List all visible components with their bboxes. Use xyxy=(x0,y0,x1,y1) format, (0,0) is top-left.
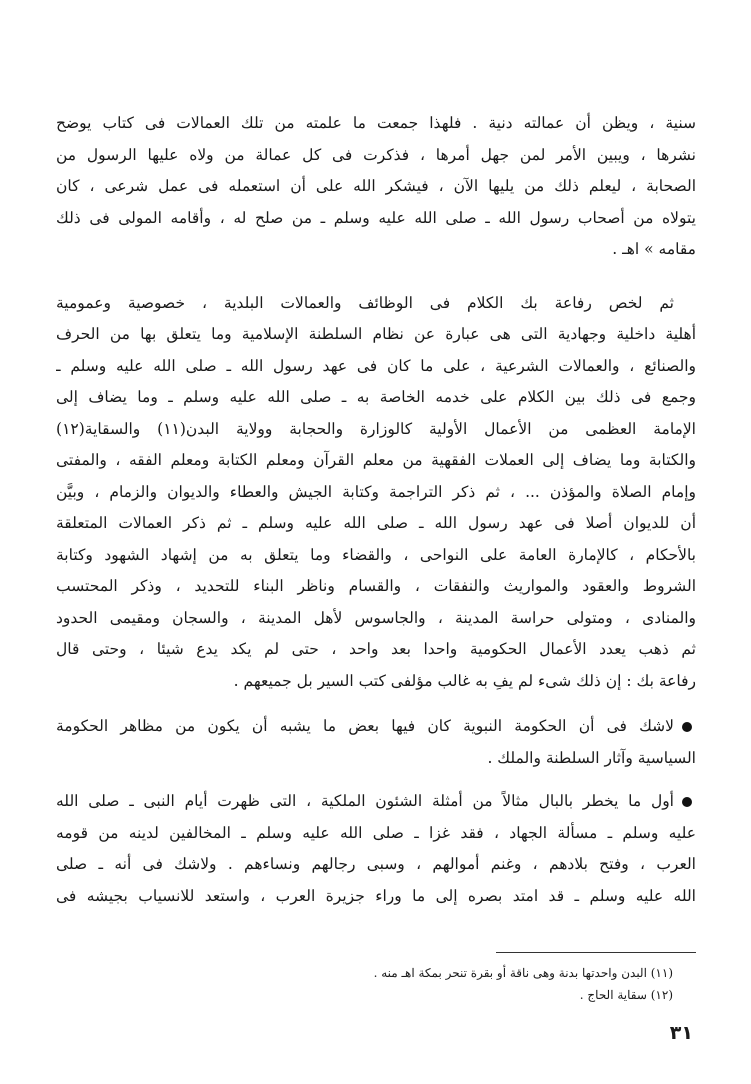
text-line: والكتابة وما يضاف إلى العملات الفقهية من معلم القرآن ومعلم الكتابة ومعلم الفقه ، والمفتى xyxy=(56,451,696,469)
text-line: نشرها ، ويبين الأمر لمن جهل أمرها ، فذكرت فى كل عمالة من ولاه عليها الرسول من xyxy=(56,145,696,164)
text-line: مقامه » اهـ . xyxy=(612,240,696,258)
bullet-paragraph-2 xyxy=(56,786,696,912)
text-line: والمنادى ، ومتولى حراسة المدينة ، والجاسوس لأهل المدينة ، والسجان ومقيمى الحدود xyxy=(56,608,696,627)
text-line: سنية ، ويظن أن عمالته دنية . فلهذا جمعت ما علمته من تلك العمالات فى كتاب يوضح xyxy=(56,114,696,132)
text-line: رفاعة بك : إن ذلك شىء لم يفِ به غالب مؤلفى كتب السير بل جميعهم . xyxy=(233,671,696,690)
text-line: العرب ، وفتح بلادهم ، وغنم أموالهم ، وسبى رجالهم ونساءهم . ولاشك فى أنه ـ صلى xyxy=(56,855,696,873)
text-line: وجمع فى ذلك بين الكلام على خدمه الخاصة به ـ صلى الله عليه وسلم ـ وما يضاف إلى xyxy=(56,388,696,406)
text-line: الصحابة ، ليعلم ذلك من يليها الآن ، فيشكر الله على أن استعمله فى عمل شرعى ، كان xyxy=(56,177,696,195)
text-line xyxy=(56,786,696,818)
text-line xyxy=(56,711,696,743)
text-line: الله عليه وسلم ـ قد امتد بصره إلى ما وراء جزيرة العرب ، واستعد للانسياب بجيشه فى xyxy=(56,886,696,905)
footnote-12: (١٢) سقاية الحاج . xyxy=(579,988,673,1002)
main-text xyxy=(56,108,696,924)
footnote-divider xyxy=(496,952,696,953)
bullet-text: أول ما يخطر بالبال مثالاً من أمثلة الشئون الملكية ، التى ظهرت أيام النبى ـ صلى الله xyxy=(56,792,674,810)
text-line: السياسية وآثار السلطنة والملك . xyxy=(487,748,696,767)
page-number: ٣١ xyxy=(669,1022,693,1044)
paragraph-quote-end xyxy=(56,108,696,266)
text-line: عليه وسلم ـ مسألة الجهاد ، فقد غزا ـ صلى الله عليه وسلم ـ المخالفين لدينه من قومه xyxy=(56,823,696,842)
bullet-icon xyxy=(682,797,692,807)
footnotes xyxy=(73,962,673,1006)
text-line: بالأحكام ، كالإمارة العامة على النواحى ، والقضاء وما يتعلق به من إشهاد الشهود وكتابة xyxy=(56,545,696,564)
text-line: يتولاه من أصحاب رسول الله ـ صلى الله عليه وسلم ـ من صلح له ، وأقامه المولى فى ذلك xyxy=(56,208,696,227)
text-line: وإمام الصلاة والمؤذن ... ، ثم ذكر التراجمة وكتابة الجيش والعطاء والديوان والزمام ، وبيَّن xyxy=(56,482,696,501)
footnote-11: (١١) البدن واحدتها بدنة وهى ناقة أو بقرة تنحر بمكة اهـ منه . xyxy=(373,966,673,980)
bullet-icon xyxy=(682,722,692,732)
text-line: ثم ذهب يعدد الأعمال الحكومية واحدا بعد واحد ، حتى لم يكد يدع شيئا ، وحتى قال xyxy=(56,640,696,658)
text-line: ثم لخص رفاعة بك الكلام فى الوظائف والعمالات البلدية ، خصوصية وعمومية xyxy=(56,293,674,312)
bullet-paragraph-1 xyxy=(56,711,696,774)
text-line: أهلية داخلية وجهادية التى هى عبارة عن نظام السلطنة الإسلامية وما يتعلق بها من الحرف xyxy=(56,325,696,343)
text-line: والصنائع ، والعمالات الشرعية ، على ما كان فى عهد رسول الله ـ صلى الله عليه وسلم ـ xyxy=(56,356,696,375)
paragraph-rifaa-summary xyxy=(56,288,696,698)
text-line: الإمامة العظمى من الأعمال الأولية كالوزارة والحجابة وولاية البدن(١١) والسقاية(١٢) xyxy=(56,419,696,438)
text-line: الشروط والعقود والمواريث والنفقات ، والقسام وناظر البناء للتحديد ، وذكر المحتسب xyxy=(56,577,696,595)
bullet-text: لاشك فى أن الحكومة النبوية كان فيها بعض ما يشبه أن يكون من مظاهر الحكومة xyxy=(56,717,674,735)
text-line: أن للديوان أصلا فى عهد رسول الله ـ صلى الله عليه وسلم ـ ثم ذكر العمالات المتعلقة xyxy=(56,514,696,532)
